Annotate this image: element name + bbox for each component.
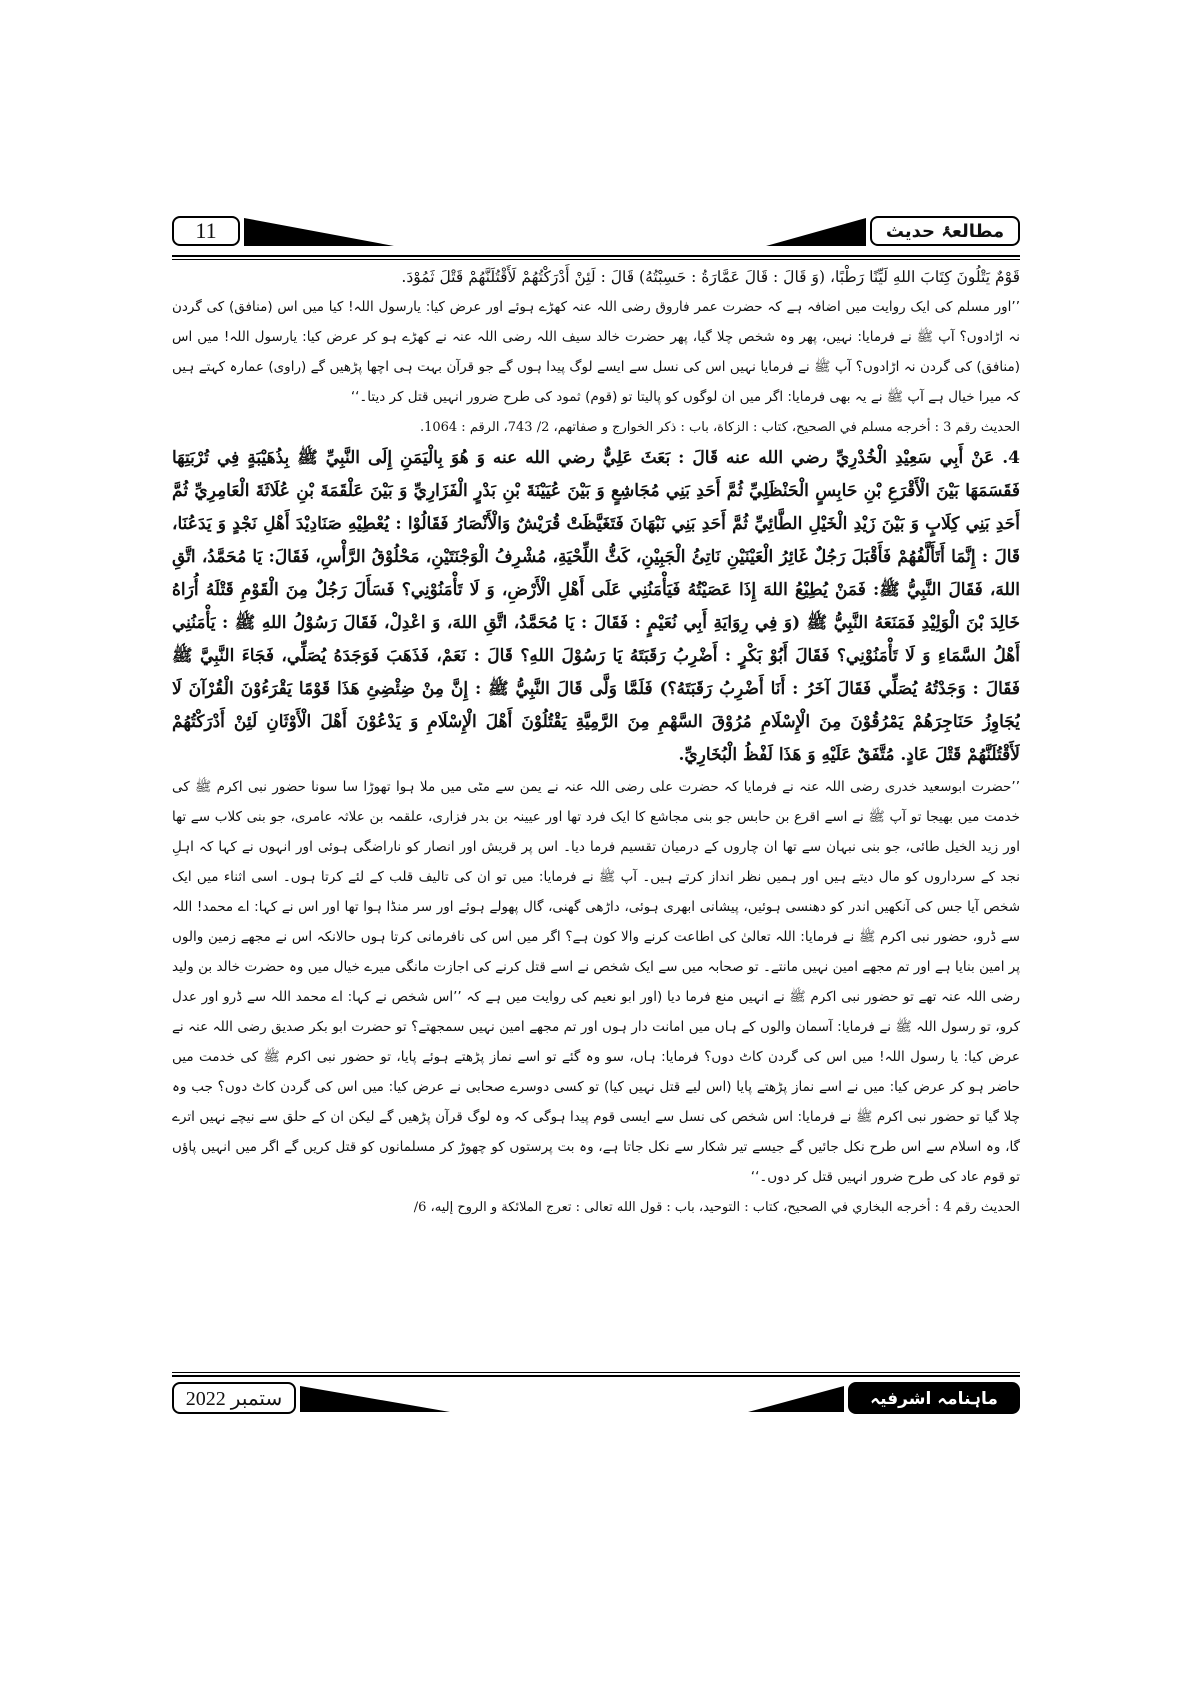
page-header <box>172 216 1020 250</box>
footer-wedge-right <box>748 1386 844 1412</box>
header-wedge-right <box>766 218 866 246</box>
page-number: 11 <box>172 216 240 246</box>
header-rule-thin <box>172 259 1020 260</box>
header-wedge-left <box>244 218 394 246</box>
article-body <box>172 262 1020 1352</box>
hadith-3-arabic-ending: قَوْمٌ يَتْلُونَ كِتَابَ اللهِ لَيِّنًا رَطْبًا، (وَ قَالَ : قَالَ عَمَّارَةُ : حَسِبْتُهُ) قَالَ : لَئِنْ أَدْرَكْتُهُمْ لَأَقْتُلَنَّهُمْ قَتْلَ ثَمُوْدَ. <box>401 268 1020 286</box>
magazine-name: ماہنامہ اشرفیہ <box>848 1382 1020 1414</box>
hadith-4-urdu-translation: ’’حضرت ابوسعید خدری رضی اللہ عنہ نے فرمایا کہ حضرت علی رضی اللہ عنہ نے یمن سے مٹی میں ملا ہوا تھوڑا سا سونا حضور نبی اکرم ﷺ کی خدمت میں بھیجا تو آپ ﷺ نے اسے اقرع بن حابس جو بنی مجاشع کا ایک فرد تھا اور عیینہ بن بدر فزاری، علقمہ بن علاثہ عامری، جو بنی کلاب سے تھا اور زید الخیل طائی، جو بنی نبہان سے تھا ان چاروں کے درمیان تقسیم فرما دیا۔ اس پر قریش اور انصار کو ناراضگی ہوئی اور انہوں نے کہا کہ اہلِ نجد کے سرداروں کو مال دیتے ہیں اور ہمیں نظر انداز کرتے ہیں۔ آپ ﷺ نے فرمایا: میں تو ان کی تالیف قلب کے لئے کرتا ہوں۔ اسی اثناء میں ایک شخص آیا جس کی آنکھیں اندر کو دھنسی ہوئیں، پیشانی ابھری ہوئی، داڑھی گھنی، گال پھولے ہوئے اور سر منڈا ہوا تھا اور اس نے کہا: اے محمد! اللہ سے ڈرو، حضور نبی اکرم ﷺ نے فرمایا: اللہ تعالیٰ کی اطاعت کرنے والا کون ہے؟ اگر میں اس کی نافرمانی کرتا ہوں حالانکہ اس نے مجھے زمین والوں پر امین بنایا ہے اور تم مجھے امین نہیں مانتے۔ تو صحابہ میں سے ایک شخص نے اسے قتل کرنے کی اجازت مانگی میرے خیال میں وہ حضرت خالد بن ولید رضی اللہ عنہ تھے تو حضور نبی اکرم ﷺ نے انہیں منع فرما دیا (اور ابو نعیم کی روایت میں ہے کہ ’’اس شخص نے کہا: اے محمد اللہ سے ڈرو اور عدل کرو، تو رسول اللہ ﷺ نے فرمایا: آسمان والوں کے ہاں میں امانت دار ہوں اور تم مجھے امین نہیں سمجھتے؟ تو حضرت ابو بکر صدیق رضی اللہ عنہ نے عرض کیا: یا رسول اللہ! میں اس کی گردن کاٹ دوں؟ فرمایا: ہاں، سو وہ گئے تو اسے نماز پڑھتے ہوئے پایا، تو حضور نبی اکرم ﷺ کی خدمت میں حاضر ہو کر عرض کیا: میں نے اسے نماز پڑھتے پایا (اس لیے قتل نہیں کیا) تو کسی دوسرے صحابی نے عرض کیا: میں اس کی گردن کاٹ دوں؟ جب وہ چلا گیا تو حضور نبی اکرم ﷺ نے فرمایا: اس شخص کی نسل سے ایسی قوم پیدا ہوگی کہ وہ لوگ قرآن پڑھیں گے لیکن ان کے حلق سے نیچے نہیں اترے گا، وہ اسلام سے اس طرح نکل جائیں گے جیسے تیر شکار سے نکل جاتا ہے، وہ بت پرستوں کو چھوڑ کر مسلمانوں کو قتل کریں گے اگر میں انہیں پاؤں تو قوم عاد کی طرح ضرور انہیں قتل کر دوں۔‘‘ <box>172 779 1020 1185</box>
hadith-4-arabic-text: 4. عَنْ أَبِي سَعِيْدِ الْخُدْرِيِّ رضي الله عنه قَالَ : بَعَثَ عَلِيٌّ رضي الله عنه وَ هُوَ بِالْيَمَنِ إِلَى النَّبِيِّ ﷺ بِذُهَيْبَةٍ فِي تُرْبَتِهَا فَقَسَمَهَا بَيْنَ الْأَقْرَعِ بْنِ حَابِسٍ الْحَنْظَلِيِّ ثُمَّ أَحَدِ بَنِي مُجَاشِعٍ وَ بَيْنَ عُيَيْنَةَ بْنِ بَدْرٍ الْفَزَارِيِّ وَ بَيْنَ عَلْقَمَةَ بْنِ عُلَاثَةَ الْعَامِرِيِّ ثُمَّ أَحَدِ بَنِي كِلَابٍ وَ بَيْنَ زَيْدِ الْخَيْلِ الطَّائِيِّ ثُمَّ أَحَدِ بَنِي نَبْهَانَ فَتَغَيَّظَتْ قُرَيْشٌ وَالْأَنْصَارُ فَقَالُوْا : يُعْطِيْهِ صَنَادِيْدَ أَهْلِ نَجْدٍ وَ يَدَعُنَا، قَالَ : إِنَّمَا أَتَأَلَّفُهُمْ فَأَقْبَلَ رَجُلٌ غَائِرُ الْعَيْنَيْنِ نَاتِئُ الْجَبِيْنِ، كَثُّ اللِّحْيَةِ، مُشْرِفُ الْوَجْنَتَيْنِ، مَحْلُوْقُ الرَّأْسِ، فَقَالَ: يَا مُحَمَّدُ، اتَّقِ اللهَ، فَقَالَ النَّبِيُّ ﷺ: فَمَنْ يُطِيْعُ اللهَ إِذَا عَصَيْتُهُ فَيَأْمَنُنِي عَلَى أَهْلِ الْأَرْضِ، وَ لَا تَأْمَنُوْنِي؟ فَسَأَلَ رَجُلٌ مِنَ الْقَوْمِ قَتْلَهُ أُرَاهُ خَالِدَ بْنَ الْوَلِيْدِ فَمَنَعَهُ النَّبِيُّ ﷺ (وَ فِي رِوَايَةِ أَبِي نُعَيْمٍ : فَقَالَ : يَا مُحَمَّدُ، اتَّقِ اللهَ، وَ اعْدِلْ، فَقَالَ رَسُوْلُ اللهِ ﷺ : يَأْمَنُنِي أَهْلُ السَّمَاءِ وَ لَا تَأْمَنُوْنِي؟ فَقَالَ أَبُوْ بَكْرٍ : أَضْرِبُ رَقَبَتَهُ يَا رَسُوْلَ اللهِ؟ قَالَ : نَعَمْ، فَذَهَبَ فَوَجَدَهُ يُصَلِّي، فَجَاءَ النَّبِيَّ ﷺ فَقَالَ : وَجَدْتُهُ يُصَلِّي فَقَالَ آخَرُ : أَنَا أَضْرِبُ رَقَبَتَهُ؟) فَلَمَّا وَلَّى قَالَ النَّبِيُّ ﷺ : إِنَّ مِنْ ضِئْضِئِ هَذَا قَوْمًا يَقْرَءُوْنَ الْقُرْآنَ لَا يُجَاوِزُ حَنَاجِرَهُمْ يَمْرُقُوْنَ مِنَ الْإِسْلَامِ مُرُوْقَ السَّهْمِ مِنَ الرَّمِيَّةِ يَقْتُلُوْنَ أَهْلَ الْإِسْلَامِ وَ يَدْعُوْنَ أَهْلَ الْأَوْثَانِ لَئِنْ أَدْرَكْتُهُمْ لَأَقْتُلَنَّهُمْ قَتْلَ عَادٍ. مُتَّفَقٌ عَلَيْهِ وَ هَذَا لَفْظُ الْبُخَارِيِّ. <box>172 448 1020 765</box>
footer-wedge-left <box>300 1386 450 1412</box>
footer-rule-thin <box>172 1372 1020 1373</box>
hadith-3-reference: الحديث رقم 3 : أخرجه مسلم في الصحيح، كتاب : الزكاة، باب : ذكر الخوارج و صفاتهم، 2/ 743، الرقم : 1064. <box>419 420 1020 435</box>
header-rule <box>172 255 1020 257</box>
issue-date: ستمبر 2022 <box>172 1382 296 1414</box>
hadith-3-urdu-translation: ’’اور مسلم کی ایک روایت میں اضافہ ہے کہ حضرت عمر فاروق رضی اللہ عنہ کھڑے ہوئے اور عرض کیا: یارسول اللہ! کیا میں اس (منافق) کی گردن نہ اڑادوں؟ آپ ﷺ نے فرمایا: نہیں، پھر وہ شخص چلا گیا، پھر حضرت خالد سیف اللہ رضی اللہ عنہ نے کھڑے ہو کر عرض کیا: یارسول اللہ! میں اس (منافق) کی گردن نہ اڑادوں؟ آپ ﷺ نے فرمایا نہیں اس کی نسل سے ایسے لوگ پیدا ہوں گے جو قرآن بہت ہی اچھا پڑھیں گے (راوی) عمارہ کہتے ہیں کہ میرا خیال ہے آپ ﷺ نے یہ بھی فرمایا: اگر میں ان لوگوں کو پالیتا تو (قوم) ثمود کی طرح ضرور انہیں قتل کر دیتا۔‘‘ <box>172 299 1020 405</box>
page-footer <box>172 1382 1020 1416</box>
footer-rule <box>172 1375 1020 1377</box>
section-title: مطالعۂ حدیث <box>870 216 1020 246</box>
hadith-4-reference: الحديث رقم 4 : أخرجه البخاري في الصحيح، كتاب : التوحيد، باب : قول الله تعالى : تعرج الملائكة و الروح إليه، 6/ <box>413 1200 1020 1215</box>
